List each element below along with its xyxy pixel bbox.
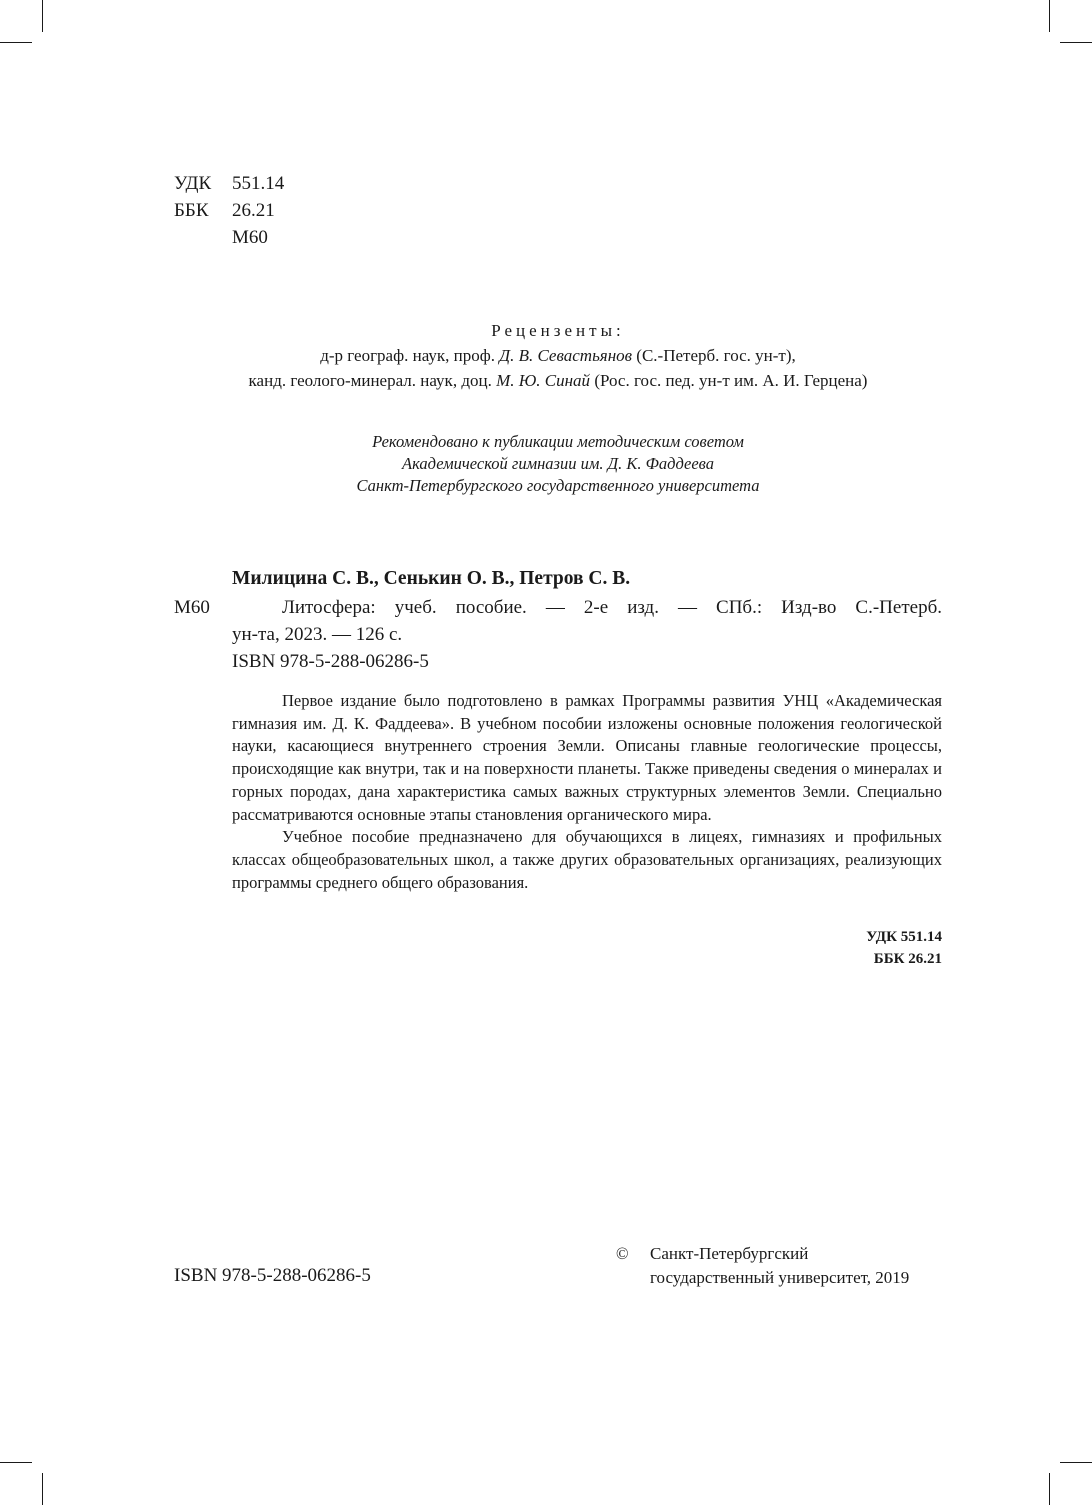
bibliographic-title-line: Литосфера: учеб. пособие. — 2-е изд. — СПб.: Изд-во С.-Петерб.: [282, 597, 942, 618]
footer-isbn: ISBN 978-5-288-06286-5: [174, 1265, 371, 1286]
annotation-bbk: ББК 26.21: [873, 951, 942, 967]
reviewer-1: [174, 343, 942, 368]
bbk-row: [174, 197, 275, 224]
crop-mark: [1049, 0, 1050, 32]
reviewers-heading: Рецензенты:: [491, 321, 625, 340]
crop-mark: [1060, 42, 1092, 43]
crop-mark: [1049, 1473, 1050, 1505]
copyright-holder: [650, 1242, 909, 1290]
author-mark-row: [174, 224, 268, 251]
copyright-line: Санкт-Петербургский: [650, 1244, 809, 1263]
bbk-label: ББК: [174, 200, 209, 221]
crop-mark: [1060, 1462, 1092, 1463]
udk-label: УДК: [174, 173, 212, 194]
crop-mark: [42, 1473, 43, 1505]
copyright-icon: ©: [616, 1244, 629, 1263]
crop-mark: [0, 42, 32, 43]
reviewer-2: [174, 368, 942, 393]
annotation-block: [232, 690, 942, 894]
reviewer-1-title: д-р географ. наук, проф.: [320, 346, 500, 365]
annotation-udk: УДК 551.14: [866, 929, 942, 945]
reviewer-1-affiliation: (С.-Петерб. гос. ун-т),: [632, 346, 796, 365]
reviewer-2-title: канд. геолого-минерал. наук, доц.: [248, 371, 497, 390]
bbk-value: 26.21: [232, 200, 275, 221]
crop-mark: [0, 1462, 32, 1463]
recommendation-line: Санкт-Петербургского государственного университета: [356, 476, 760, 495]
annotation-paragraph: Первое издание было подготовлено в рамках Программы развития УНЦ «Академическая гимназия им. Д. К. Фаддеева». В учебном пособии изложены основные положения геологической науки, касающиеся внутреннего строения Земли. Описаны главные геологические процессы, происходящие как внутри, так и на поверхности планеты. Также приведены сведения о минералах и горных породах, дана характеристика самых важных структурных элементов Земли. Специально рассматриваются основные этапы становления органического мира.: [232, 691, 942, 824]
reviewer-2-name: М. Ю. Синай: [496, 371, 591, 390]
author-mark-margin: М60: [174, 597, 210, 618]
copyright-line: государственный университет, 2019: [650, 1268, 910, 1287]
udk-value: 551.14: [232, 173, 285, 194]
annotation-paragraph: Учебное пособие предназначено для обучающихся в лицеях, гимназиях и профильных классах общеобразовательных школ, а также других образовательных организациях, реализующих программы среднего общего образования.: [232, 827, 942, 892]
recommendation-line: Академической гимназии им. Д. К. Фаддеева: [402, 454, 714, 473]
annotation-codes: [866, 926, 942, 970]
bibliographic-isbn: ISBN 978-5-288-06286-5: [232, 651, 429, 672]
udk-row: [174, 170, 284, 197]
bibliographic-record: [232, 594, 942, 675]
author-mark: М60: [232, 227, 268, 248]
reviewer-2-affiliation: (Рос. гос. пед. ун-т им. А. И. Герцена): [590, 371, 868, 390]
recommendation-line: Рекомендовано к публикации методическим советом: [372, 432, 744, 451]
reviewers-block: [174, 318, 942, 393]
bibliographic-publisher-line: ун-та, 2023. — 126 с.: [232, 624, 403, 645]
reviewer-1-name: Д. В. Севастьянов: [499, 346, 633, 365]
recommendation-block: [174, 431, 942, 497]
crop-mark: [42, 0, 43, 32]
authors-line: Милицина С. В., Сенькин О. В., Петров С. В.: [232, 568, 631, 589]
